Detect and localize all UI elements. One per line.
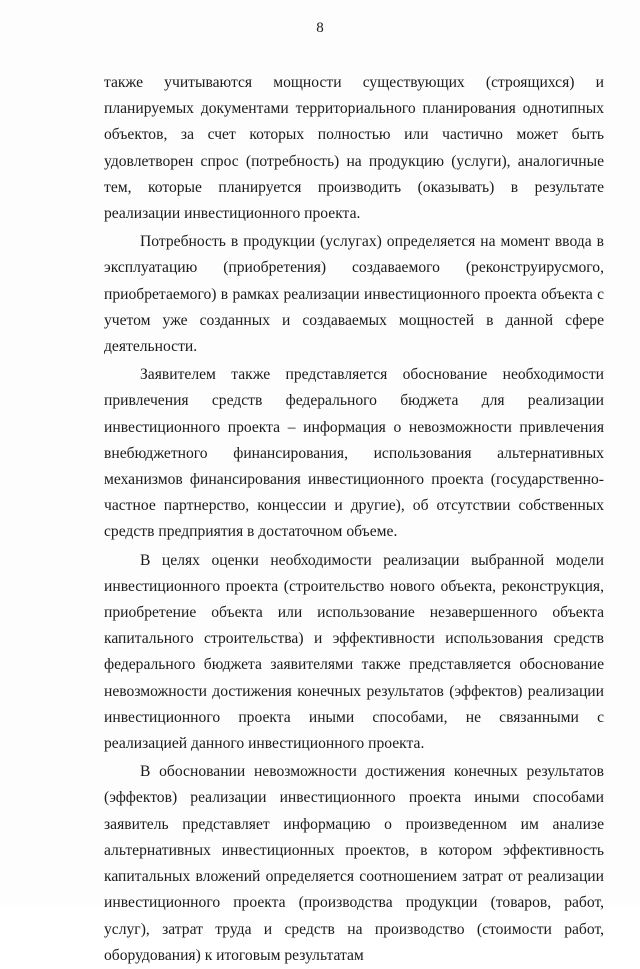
paragraph-federal-budget-justification: Заявителем также представляется обоснование необходимости привлечения средств федерального бюджета для реализации инвестиционного проекта – информация о невозможности привлечения внебюджетного финансирования, использования альтернативных механизмов финансирования инвестиционного проекта (государственно-частное партнерство, концессии и другие), об отсутствии собственных средств предприятия в достаточном объеме. xyxy=(104,366,604,541)
paragraph-alternative-analysis: В обосновании невозможности достижения конечных результатов (эффектов) реализации инвестиционного проекта иными способами заявитель представляет информацию о произведенном им анализе альтернативных инвестиционных проектов, в котором эффективность капитальных вложений определяется соотношением затрат от реализации инвестиционного проекта (производства продукции (товаров, работ, услуг), затрат труда и средств на производство (стоимости работ, оборудования) к итоговым результатам xyxy=(104,763,604,964)
paragraph-continuation: также учитываются мощности существующих (строящихся) и планируемых документами территориального планирования однотипных объектов, за счет которых полностью или частично может быть удовлетворен спрос (потребность) на продукцию (услуги), аналогичные тем, которые планируется производить (оказывать) в результате реализации инвестиционного проекта. xyxy=(104,74,604,223)
paragraph-demand: Потребность в продукции (услугах) определяется на момент ввода в эксплуатацию (приобретения) создаваемого (реконструирусмого, приобретаемого) в рамках реализации инвестиционного проекта объекта с учетом уже созданных и создаваемых мощностей в данной сфере деятельности. xyxy=(104,233,604,356)
document-body xyxy=(104,70,604,969)
paragraph-model-evaluation: В целях оценки необходимости реализации выбранной модели инвестиционного проекта (строительство нового объекта, реконструкция, приобретение объекта или использование незавершенного объекта капитального строительства) и эффективности использования средств федерального бюджета заявителями также представляется обоснование невозможности достижения конечных результатов (эффектов) реализации инвестиционного проекта иными способами, не связанными с реализацией данного инвестиционного проекта. xyxy=(104,551,604,753)
page-number: 8 xyxy=(316,20,324,36)
